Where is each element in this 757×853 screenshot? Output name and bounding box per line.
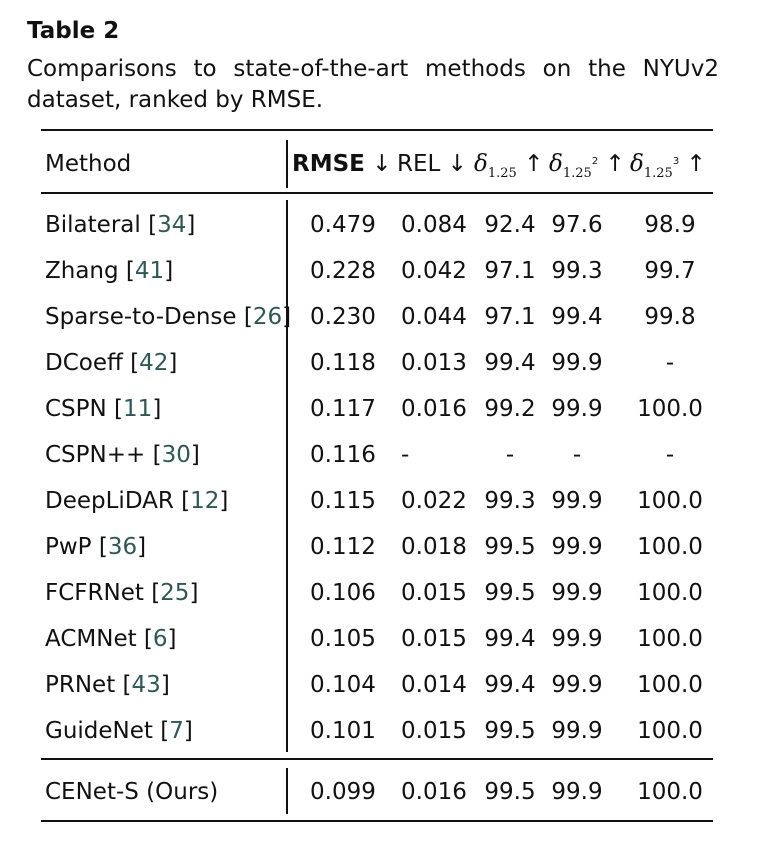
citation-link[interactable]: 36 (107, 534, 138, 560)
delta3-subscript: 1.25 (643, 166, 673, 181)
rmse-cell: 0.099 (310, 779, 376, 805)
citation-link[interactable]: 11 (123, 396, 153, 422)
down-arrow-icon: ↓ (372, 151, 392, 177)
table-row (0, 711, 757, 751)
header-rule (41, 192, 713, 194)
delta3-cell: 100.0 (637, 718, 703, 744)
delta2-cell: 99.9 (551, 580, 603, 606)
method-cell: PRNet [43] (45, 672, 170, 698)
rel-cell: - (401, 442, 410, 468)
rmse-cell: 0.479 (310, 212, 376, 238)
method-name: PwP (45, 534, 92, 560)
rel-cell: 0.044 (401, 304, 467, 330)
rel-cell: 0.015 (401, 626, 467, 652)
delta1-cell: 99.5 (484, 718, 536, 744)
method-cell: CSPN [11] (45, 396, 162, 422)
header-rel (397, 144, 467, 184)
citation-link[interactable]: 41 (134, 258, 165, 284)
delta2-cell: 99.9 (551, 534, 603, 560)
rel-cell: 0.016 (401, 779, 467, 805)
delta-symbol: δ (630, 151, 644, 177)
top-rule (41, 129, 713, 131)
method-name: DCoeff (45, 350, 123, 376)
method-name: FCFRNet (45, 580, 144, 606)
table-row-ours (0, 772, 757, 812)
method-cell: ACMNet [6] (45, 626, 177, 652)
method-name: Zhang (45, 258, 119, 284)
delta3-cell: - (665, 350, 675, 376)
citation-link[interactable]: 6 (152, 626, 168, 652)
header-delta2 (549, 144, 625, 189)
delta1-cell: 99.4 (484, 626, 536, 652)
down-arrow-icon: ↓ (447, 151, 467, 177)
up-arrow-icon: ↑ (524, 151, 544, 177)
delta2-cell: 99.9 (551, 672, 603, 698)
delta1-cell: 99.4 (484, 350, 536, 376)
method-cell: DCoeff [42] (45, 350, 178, 376)
delta2-cell: - (572, 442, 582, 468)
rmse-cell: 0.118 (310, 350, 376, 376)
citation-link[interactable]: 25 (160, 580, 190, 606)
rmse-cell: 0.117 (310, 396, 376, 422)
delta2-cell: 99.9 (551, 718, 603, 744)
delta3-cell: 100.0 (637, 672, 703, 698)
delta1-cell: 99.3 (484, 488, 536, 514)
method-name: Bilateral (45, 212, 141, 238)
delta3-cell: 100.0 (637, 534, 703, 560)
delta2-superscript: 2 (591, 156, 599, 167)
method-cell: FCFRNet [25] (45, 580, 199, 606)
rmse-cell: 0.101 (310, 718, 376, 744)
method-cell: Sparse-to-Dense [26] (45, 304, 292, 330)
table-row (0, 205, 757, 245)
delta1-cell: 99.4 (484, 672, 536, 698)
method-name: PRNet (45, 672, 116, 698)
rel-cell: 0.042 (401, 258, 467, 284)
rel-cell: 0.013 (401, 350, 467, 376)
delta2-cell: 99.9 (551, 396, 603, 422)
delta2-cell: 99.9 (551, 779, 603, 805)
table-caption-text: Comparisons to state-of-the-art methods on the NYUv2 dataset, ranked by RMSE. (27, 56, 719, 113)
citation-link[interactable]: 7 (169, 718, 184, 744)
table-row (0, 481, 757, 521)
rel-cell: 0.015 (401, 718, 467, 744)
table-header-row (0, 144, 757, 184)
method-name: ACMNet (45, 626, 137, 652)
method-name: GuideNet (45, 718, 153, 744)
delta3-superscript: 3 (672, 156, 680, 167)
citation-link[interactable]: 42 (139, 350, 169, 376)
delta2-cell: 97.6 (551, 212, 603, 238)
method-cell: Zhang [41] (45, 258, 174, 284)
delta2-cell: 99.9 (551, 488, 603, 514)
delta1-cell: 99.5 (484, 779, 536, 805)
rel-cell: 0.022 (401, 488, 467, 514)
citation-link[interactable]: 12 (190, 488, 220, 514)
delta1-cell: 97.1 (484, 304, 536, 330)
rmse-cell: 0.106 (310, 580, 376, 606)
delta3-cell: 99.8 (644, 304, 696, 330)
rel-cell: 0.084 (401, 212, 467, 238)
rel-cell: 0.015 (401, 580, 467, 606)
delta1-cell: 92.4 (484, 212, 536, 238)
header-delta3 (630, 144, 706, 189)
delta1-cell: - (505, 442, 515, 468)
header-rel-label: REL (397, 151, 441, 177)
method-cell: CSPN++ [30] (45, 442, 200, 468)
table-row (0, 297, 757, 337)
table-row (0, 527, 757, 567)
method-cell: Bilateral [34] (45, 212, 196, 238)
bottom-rule (41, 820, 713, 822)
delta2-subscript: 1.25 (562, 166, 592, 181)
delta3-cell: 100.0 (637, 779, 703, 805)
delta3-cell: 99.7 (644, 258, 696, 284)
table-row (0, 665, 757, 705)
delta1-cell: 99.5 (484, 534, 536, 560)
method-name: CENet-S (Ours) (45, 779, 219, 805)
ours-separator-rule (41, 758, 713, 760)
delta1-cell: 99.2 (484, 396, 536, 422)
rmse-cell: 0.230 (310, 304, 376, 330)
delta1-subscript: 1.25 (487, 166, 517, 181)
delta1-cell: 97.1 (484, 258, 536, 284)
rel-cell: 0.014 (401, 672, 467, 698)
method-name: CSPN (45, 396, 107, 422)
method-name: CSPN++ (45, 442, 146, 468)
table-row (0, 435, 757, 475)
citation-link[interactable]: 26 (252, 304, 283, 330)
rel-cell: 0.018 (401, 534, 467, 560)
method-name: Sparse-to-Dense (45, 304, 237, 330)
delta2-cell: 99.9 (551, 350, 603, 376)
delta-symbol: δ (474, 151, 488, 177)
table-row (0, 343, 757, 383)
delta3-cell: - (665, 442, 675, 468)
delta2-cell: 99.3 (551, 258, 603, 284)
method-name: DeepLiDAR (45, 488, 174, 514)
rmse-cell: 0.116 (310, 442, 376, 468)
rmse-cell: 0.228 (310, 258, 376, 284)
up-arrow-icon: ↑ (686, 151, 706, 177)
header-rmse-label: RMSE (292, 151, 365, 177)
delta3-cell: 98.9 (644, 212, 696, 238)
rel-cell: 0.016 (401, 396, 467, 422)
delta-symbol: δ (549, 151, 563, 177)
method-cell: GuideNet [7] (45, 718, 193, 744)
header-delta1 (474, 144, 543, 188)
delta1-cell: 99.5 (484, 580, 536, 606)
citation-link[interactable]: 43 (131, 672, 161, 698)
delta3-cell: 100.0 (637, 580, 703, 606)
method-cell: PwP [36] (45, 534, 147, 560)
rmse-cell: 0.105 (310, 626, 376, 652)
delta3-cell: 100.0 (637, 488, 703, 514)
delta2-cell: 99.9 (551, 626, 603, 652)
table-row (0, 619, 757, 659)
header-rmse (292, 144, 391, 184)
up-arrow-icon: ↑ (605, 151, 625, 177)
delta3-cell: 100.0 (637, 396, 703, 422)
delta2-cell: 99.4 (551, 304, 603, 330)
rmse-cell: 0.104 (310, 672, 376, 698)
table-row (0, 389, 757, 429)
citation-link[interactable]: 34 (157, 212, 187, 238)
table-row (0, 573, 757, 613)
delta3-cell: 100.0 (637, 626, 703, 652)
table-row (0, 251, 757, 291)
rmse-cell: 0.115 (310, 488, 376, 514)
method-cell: DeepLiDAR [12] (45, 488, 229, 514)
citation-link[interactable]: 30 (161, 442, 191, 468)
header-method: Method (45, 151, 132, 177)
rmse-cell: 0.112 (310, 534, 376, 560)
table-caption-label: Table 2 (27, 18, 120, 44)
